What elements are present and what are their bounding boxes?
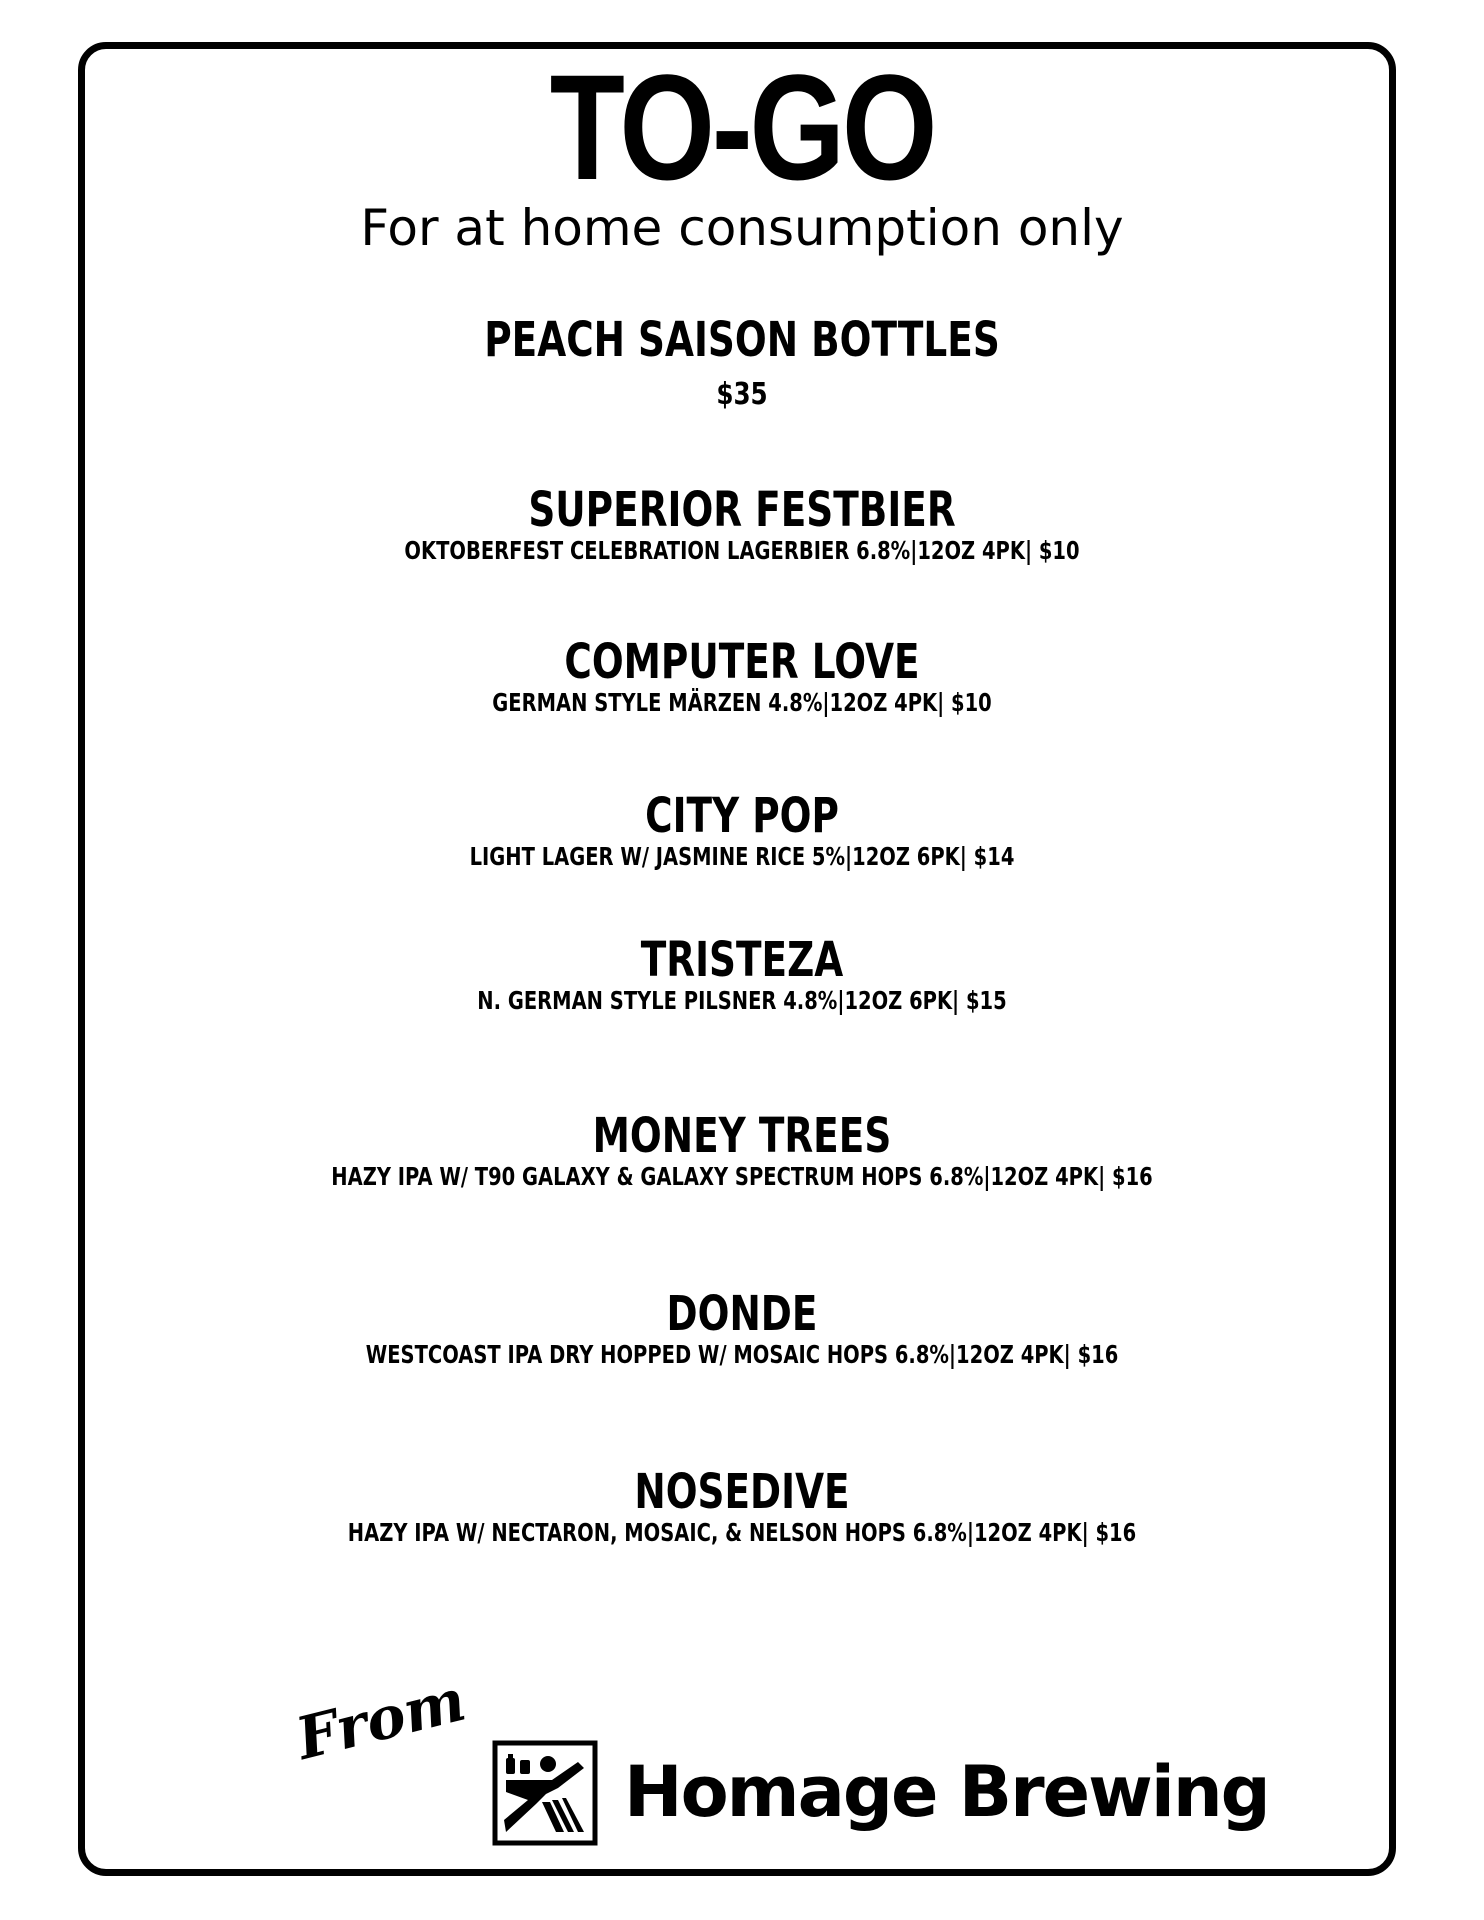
- menu-item-name: COMPUTER LOVE: [564, 634, 920, 690]
- menu-item-detail: HAZY IPA W/ T90 GALAXY & GALAXY SPECTRUM HOPS 6.8%|12OZ 4PK| $16: [331, 1162, 1153, 1191]
- menu-item-name: DONDE: [666, 1286, 818, 1342]
- menu-item-detail: N. GERMAN STYLE PILSNER 4.8%|12OZ 6PK| $15: [477, 986, 1007, 1015]
- from-label: From: [289, 1665, 472, 1773]
- brand-name: Homage Brewing: [624, 1751, 1269, 1833]
- menu-item-detail: LIGHT LAGER W/ JASMINE RICE 5%|12OZ 6PK| $14: [469, 842, 1015, 871]
- menu-item-name: NOSEDIVE: [634, 1464, 850, 1520]
- menu-item-detail: OKTOBERFEST CELEBRATION LAGERBIER 6.8%|12OZ 4PK| $10: [404, 536, 1080, 565]
- featured-item-name: PEACH SAISON BOTTLES: [484, 312, 1000, 368]
- menu-item-name: MONEY TREES: [592, 1108, 892, 1164]
- menu-item-detail: HAZY IPA W/ NECTARON, MOSAIC, & NELSON HOPS 6.8%|12OZ 4PK| $16: [347, 1518, 1137, 1547]
- menu-item-detail: GERMAN STYLE MÄRZEN 4.8%|12OZ 4PK| $10: [492, 688, 992, 717]
- menu-item-name: TRISTEZA: [640, 932, 844, 988]
- menu-item-detail: WESTCOAST IPA DRY HOPPED W/ MOSAIC HOPS 6.8%|12OZ 4PK| $16: [365, 1340, 1119, 1369]
- page-subtitle: For at home consumption only: [360, 199, 1124, 257]
- featured-item-price: $35: [716, 377, 768, 412]
- page-title: TO-GO: [549, 43, 935, 211]
- menu-item-name: CITY POP: [645, 788, 839, 844]
- menu-item-name: SUPERIOR FESTBIER: [528, 482, 956, 538]
- homage-brewing-logo-icon: [492, 1740, 598, 1846]
